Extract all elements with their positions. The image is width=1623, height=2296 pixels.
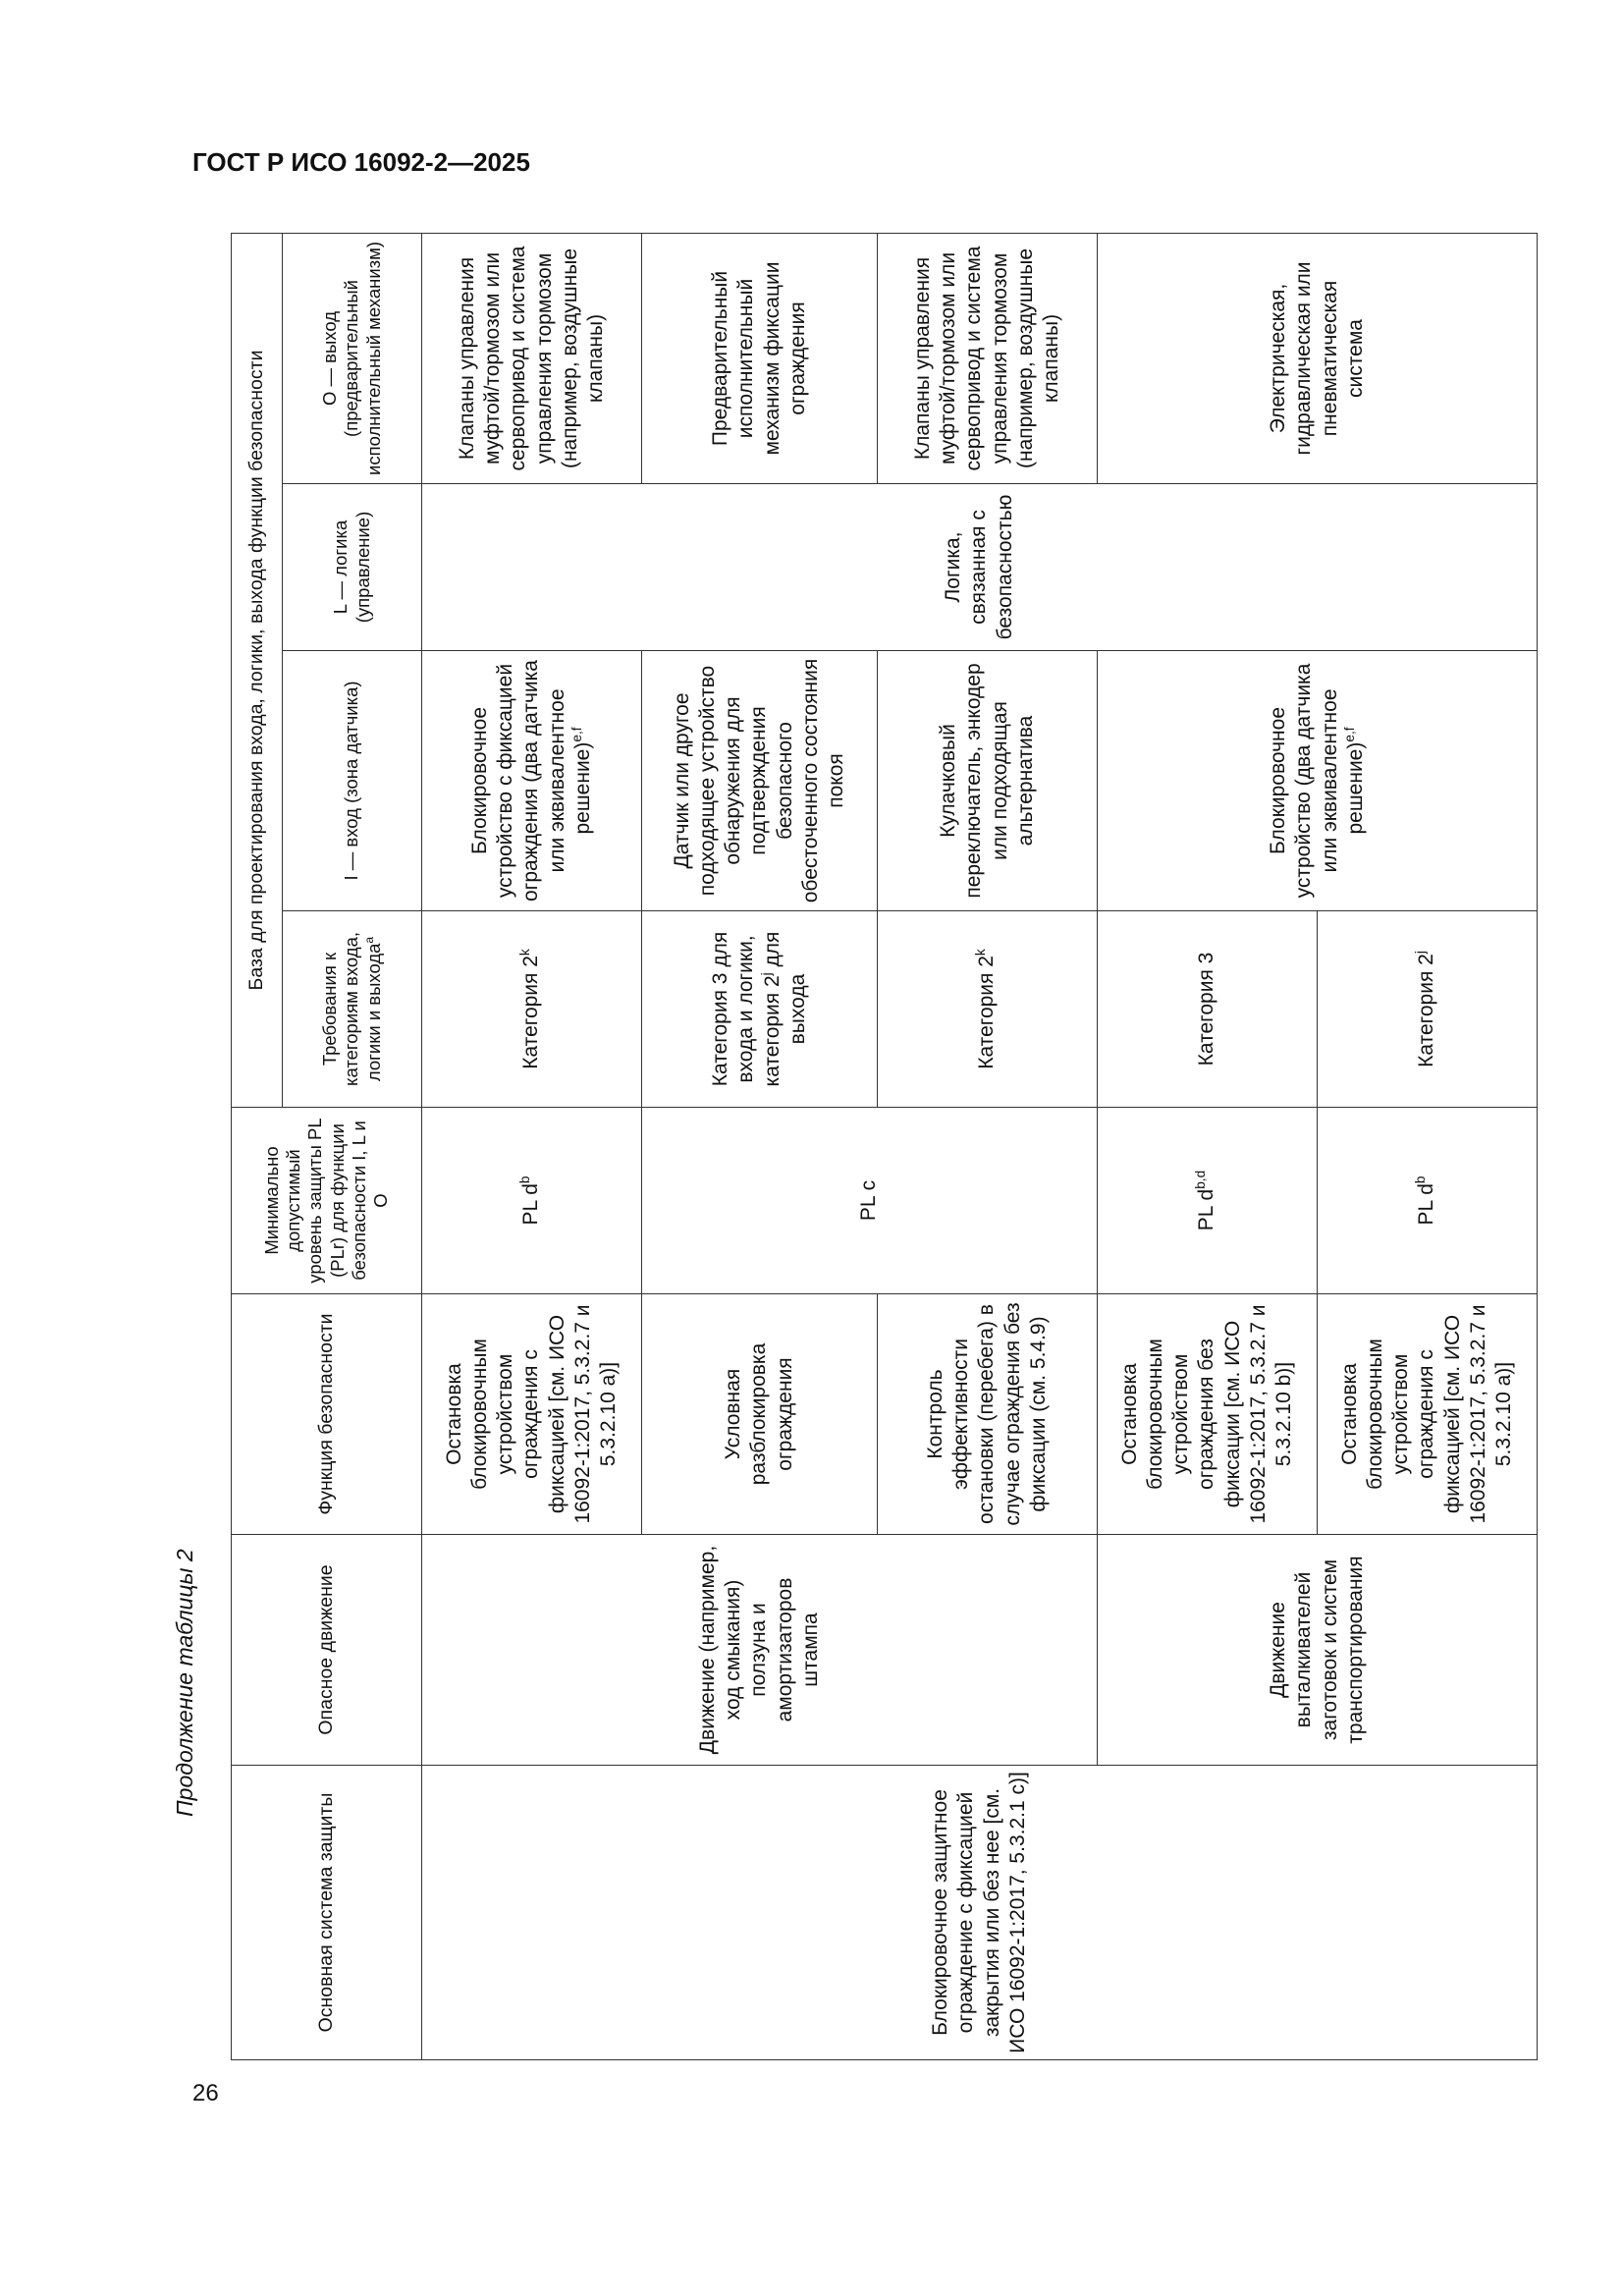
document-header: ГОСТ Р ИСО 16092-2—2025 xyxy=(192,147,530,177)
header-input: I — вход (зона датчика) xyxy=(283,651,422,911)
pl-cell: PL $d^b$ xyxy=(1318,1108,1538,1294)
function-cell: Остановка блокировочным устройством ограждения с фиксацией [см. ИСО 16092-1:2017, 5.3.2.7 и 5.3.2.10 a)] xyxy=(422,1294,642,1535)
function-cell: Контроль эффективности остановки (перебега) в случае ограждения без фиксации (см. 5.4.9) xyxy=(878,1294,1098,1535)
safety-functions-table xyxy=(231,233,1538,2060)
header-category-req: Требования к категориям входа, логики и выхода$^a$ xyxy=(283,911,422,1108)
category-cell: Категория 2$^j$ xyxy=(1318,911,1538,1108)
category-cell: Категория 3 xyxy=(1098,911,1318,1108)
header-min-pl: Минимально допустимый уровень защиты PL (PLr) для функции безопасности I, L и O xyxy=(232,1108,422,1294)
function-cell: Условная разблокировка ограждения xyxy=(642,1294,878,1535)
page-number: 26 xyxy=(192,2080,219,2106)
input-cell: Блокировочное устройство с фиксацией ограждения (два датчика или эквивалентное решение)$^{e,f}$ xyxy=(422,651,642,911)
pl-cell: PL $d^b$ xyxy=(422,1108,642,1294)
rotated-table-container xyxy=(231,234,1527,2060)
category-cell: Категория 2$^k$ xyxy=(878,911,1098,1108)
function-cell: Остановка блокировочным устройством ограждения без фиксации [см. ИСО 16092-1:2017, 5.3.2.7 и 5.3.2.10 b)] xyxy=(1098,1294,1318,1535)
header-design-basis: База для проектирования входа, логики, выхода функции безопасности xyxy=(232,233,283,1107)
header-output: O — выход (предварительный исполнительный механизм) xyxy=(283,233,422,483)
function-cell: Остановка блокировочным устройством ограждения с фиксацией [см. ИСО 16092-1:2017, 5.3.2.7 и 5.3.2.10 a)] xyxy=(1318,1294,1538,1535)
pl-cell: PL $d^{b,d}$ xyxy=(1098,1108,1318,1294)
category-cell: Категория 2$^k$ xyxy=(422,911,642,1108)
input-cell: Кулачковый переключатель, энкодер или подходящая альтернатива xyxy=(878,651,1098,911)
output-cell: Электрическая, гидравлическая или пневматическая система xyxy=(1098,233,1538,483)
table-caption: Продолжение таблицы 2 xyxy=(172,1549,197,1817)
header-hazardous-motion: Опасное движение xyxy=(232,1535,422,1766)
output-cell: Клапаны управления муфтой/тормозом или сервопривод и система управления тормозом (например, воздушные клапаны) xyxy=(878,233,1098,483)
input-cell: Датчик или другое подходящее устройство обнаружения для подтверждения безопасного обесточенного состояния покоя xyxy=(642,651,878,911)
output-cell: Клапаны управления муфтой/тормозом или сервопривод и система управления тормозом (например, воздушные клапаны) xyxy=(422,233,642,483)
category-cell: Категория 3 для входа и логики, категория 2$^j$ для выхода xyxy=(642,911,878,1108)
logic-cell: Логика, связанная с безопасностью xyxy=(422,484,1538,651)
output-cell: Предварительный исполнительный механизм фиксации ограждения xyxy=(642,233,878,483)
header-protection-system: Основная система защиты xyxy=(232,1766,422,2060)
protection-system-cell: Блокировочное защитное ограждение с фиксацией закрытия или без нее [см. ИСО 16092-1:2017, 5.3.2.1 c)] xyxy=(422,1766,1538,2060)
header-safety-function: Функция безопасности xyxy=(232,1294,422,1535)
motion-ram-cell: Движение (например, ход смыкания) ползуна и амортизаторов штампа xyxy=(422,1535,1098,1766)
header-logic: L — логика (управление) xyxy=(283,484,422,651)
motion-ejectors-cell: Движение выталкивателей заготовок и систем транспортирования xyxy=(1098,1535,1538,1766)
pl-cell: PL c xyxy=(642,1108,1098,1294)
input-cell: Блокировочное устройство (два датчика или эквивалентное решение)$^{e,f}$ xyxy=(1098,651,1538,911)
